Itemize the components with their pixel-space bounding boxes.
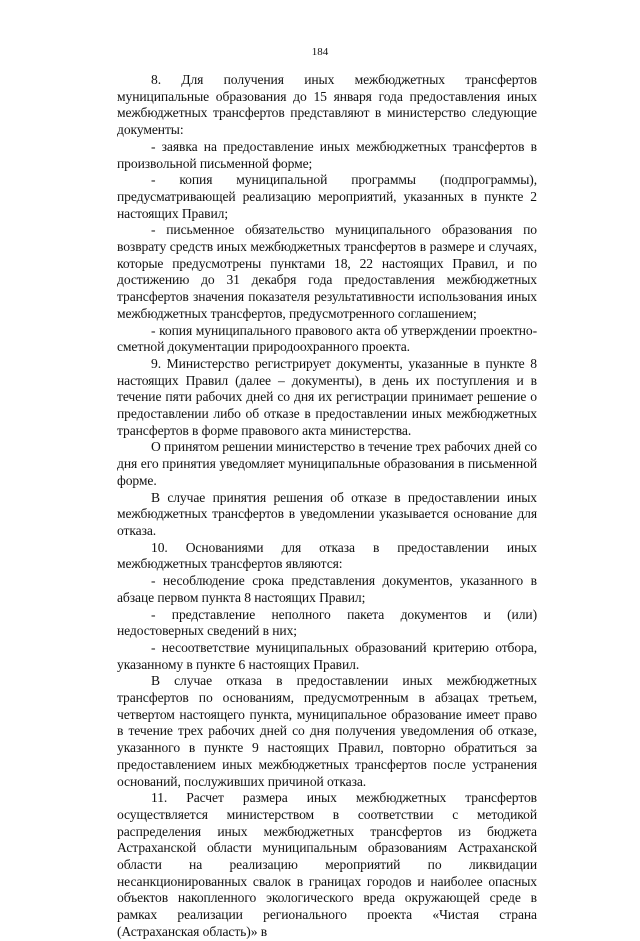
paragraph: 10. Основаниями для отказа в предоставлении иных межбюджетных трансфертов являются: [117, 539, 537, 572]
paragraph: - копия муниципального правового акта об утверждении проектно-сметной документации природоохранного проекта. [117, 322, 537, 355]
paragraph: - несоблюдение срока представления документов, указанного в абзаце первом пункта 8 настоящих Правил; [117, 573, 537, 605]
paragraph: В случае отказа в предоставлении иных межбюджетных трансфертов по основаниям, предусмотренным в абзацах третьем, четвертом настоящего пункта, муниципальное образование имеет право в течение трех рабочих дней со дня получения уведомления об отказе, указанного в пункте 9 настоящих Правил, повторно обратиться за предоставлением иных межбюджетных трансфертов после устранения оснований, послуживших причиной отказа. [117, 673, 537, 789]
document-body [117, 72, 537, 941]
paragraph: В случае принятия решения об отказе в предоставлении иных межбюджетных трансфертов в уведомлении указывается основание для отказа. [117, 489, 537, 538]
paragraph: 8. Для получения иных межбюджетных трансфертов муниципальные образования до 15 января года предоставления иных межбюджетных трансфертов представляют в министерство следующие документы: [117, 72, 537, 138]
paragraph: - копия муниципальной программы (подпрограммы), предусматривающей реализацию мероприятий, указанных в пункте 2 настоящих Правил; [117, 172, 537, 221]
paragraph: 11. Расчет размера иных межбюджетных трансфертов осуществляется министерством в соответствии с методикой распределения иных межбюджетных трансфертов из бюджета Астраханской области муниципальным образованиям Астраханской области на реализацию мероприятий по ликвидации несанкционированных свалок в границах городов и наиболее опасных объектов накопленного экологического вреда окружающей среде в рамках реализации регионального проекта «Чистая страна (Астраханская область)» в [117, 790, 537, 939]
paragraph: - представление неполного пакета документов и (или) недостоверных сведений в них; [117, 606, 537, 639]
page-number: 184 [311, 46, 329, 58]
paragraph: О принятом решении министерство в течение трех рабочих дней со дня его принятия уведомляет муниципальные образования в письменной форме. [117, 439, 537, 488]
paragraph: 9. Министерство регистрирует документы, указанные в пункте 8 настоящих Правил (далее – документы), в день их поступления и в течение пяти рабочих дней со дня их регистрации принимает решение о предоставлении либо об отказе в предоставлении иных межбюджетных трансфертов в форме правового акта министерства. [117, 355, 537, 438]
paragraph: - письменное обязательство муниципального образования по возврату средств иных межбюджетных трансфертов в размере и случаях, которые предусмотрены пунктами 18, 22 настоящих Правил, и по достижению до 31 декабря года предоставления межбюджетных трансфертов значения показателя результативности использования иных межбюджетных трансфертов, предусмотренного соглашением; [117, 222, 537, 321]
paragraph: - несоответствие муниципальных образований критерию отбора, указанному в пункте 6 настоящих Правил. [117, 639, 537, 672]
paragraph: - заявка на предоставление иных межбюджетных трансфертов в произвольной письменной форме; [117, 138, 537, 171]
